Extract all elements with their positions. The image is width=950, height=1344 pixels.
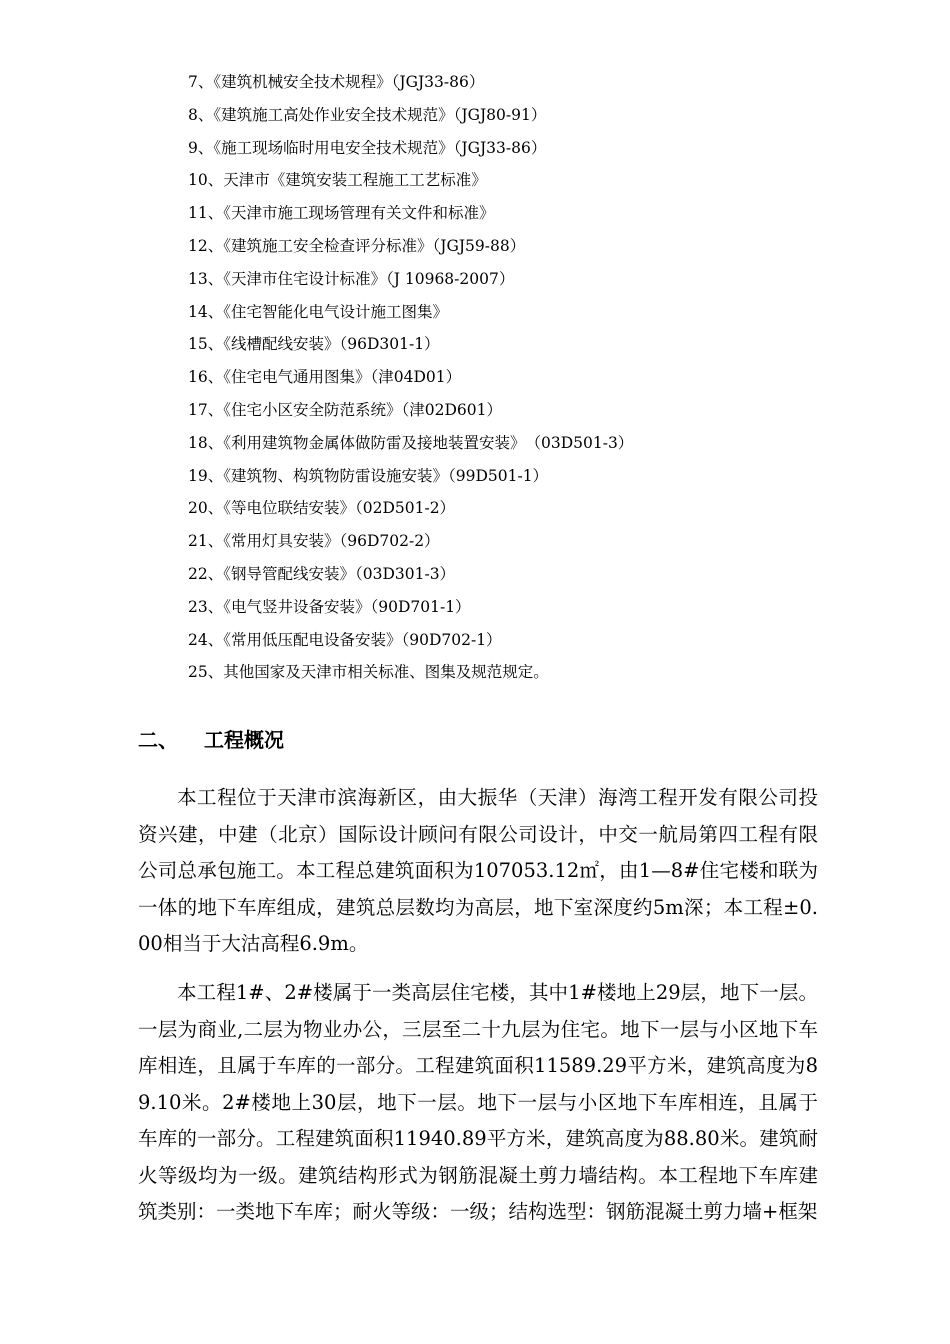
reference-item: 24、《常用低压配电设备安装》（90D702-1）	[188, 630, 502, 649]
reference-item: 16、《住宅电气通用图集》（津04D01）	[188, 368, 462, 387]
reference-item: 11、《天津市施工现场管理有关文件和标准》	[188, 204, 495, 223]
reference-item: 21、《常用灯具安装》（96D702-2）	[188, 532, 440, 551]
overview-paragraph-2: 本工程1#、2#楼属于一类高层住宅楼，其中1#楼地上29层，地下一层。一层为商业,二层为物业办公，三层至二十九层为住宅。地下一层与小区地下车库相连，且属于车库的一部分。工程建筑面积11589.29平方米，建筑高度为89.10米。2#楼地上30层，地下一层。地下一层与小区地下车库相连，且属于车库的一部分。工程建筑面积11940.89平方米，建筑高度为88.80米。建筑耐火等级均为一级。建筑结构形式为钢筋混凝土剪力墙结构。本工程地下车库建筑类别：一类地下车库；耐火等级：一级；结构选型：钢筋混凝土剪力墙+框架	[138, 981, 818, 1223]
reference-item: 20、《等电位联结安装》（02D501-2）	[188, 499, 456, 518]
overview-paragraph-1: 本工程位于天津市滨海新区，由大振华（天津）海湾工程开发有限公司投资兴建，中建（北京）国际设计顾问有限公司设计，中交一航局第四工程有限公司总承包施工。本工程总建筑面积为107053.12㎡，由1—8#住宅楼和联为一体的地下车库组成，建筑总层数均为高层，地下室深度约5m深；本工程±0.00相当于大沽高程6.9m。	[138, 786, 818, 955]
reference-item: 9、《施工现场临时用电安全技术规范》（JGJ33-86）	[188, 138, 547, 157]
reference-item: 13、《天津市住宅设计标准》（J 10968-2007）	[188, 269, 515, 288]
reference-item: 17、《住宅小区安全防范系统》（津02D601）	[188, 400, 502, 419]
reference-item: 12、《建筑施工安全检查评分标准》（JGJ59-88）	[188, 236, 526, 255]
section-number: 二、	[138, 728, 178, 752]
reference-item: 10、天津市《建筑安装工程施工工艺标准》	[188, 171, 487, 190]
section-heading	[138, 726, 284, 754]
reference-item: 22、《钢导管配线安装》（03D301-3）	[188, 564, 456, 583]
reference-list	[188, 68, 633, 691]
reference-item: 25、其他国家及天津市相关标准、图集及规范规定。	[188, 663, 549, 682]
reference-item: 23、《电气竖井设备安装》（90D701-1）	[188, 597, 471, 616]
reference-item: 15、《线槽配线安装》（96D301-1）	[188, 335, 440, 354]
reference-item: 19、《建筑物、构筑物防雷设施安装》（99D501-1）	[188, 466, 549, 485]
section-title-text: 工程概况	[204, 728, 284, 752]
reference-item: 7、《建筑机械安全技术规程》（JGJ33-86）	[188, 73, 485, 91]
reference-item: 18、《利用建筑物金属体做防雷及接地装置安装》 （03D501-3）	[188, 433, 634, 452]
reference-item: 14、《住宅智能化电气设计施工图集》	[188, 302, 448, 321]
reference-item: 8、《建筑施工高处作业安全技术规范》（JGJ80-91）	[188, 105, 547, 124]
